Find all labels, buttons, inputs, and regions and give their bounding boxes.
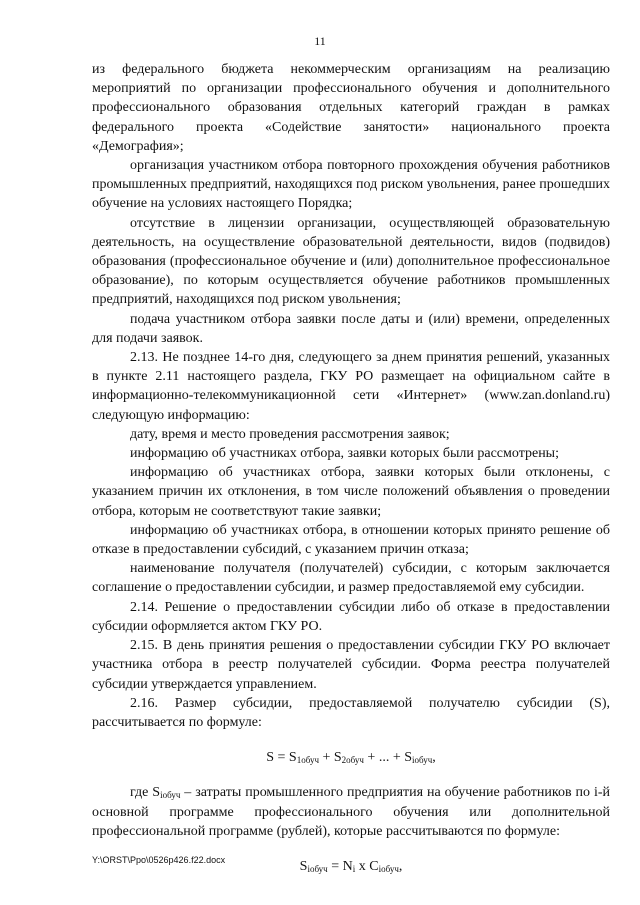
paragraph-late-submission: подача участником отбора заявки после даты и (или) времени, определенных для подачи заявок. (92, 311, 610, 346)
paragraph-continuation: из федерального бюджета некоммерческим организациям на реализацию мероприятий по организации профессионального обучения и дополнительного профессионального образования отдельных категорий граждан в рамках федерального проекта «Содействие занятости» национального проекта «Демография»; (92, 62, 610, 154)
paragraph-review-date: дату, время и место проведения рассмотрения заявок; (130, 426, 450, 442)
paragraph-2-14: 2.14. Решение о предоставлении субсидии либо об отказе в предоставлении субсидии оформляется актом ГКУ РО. (92, 599, 610, 634)
footer-file-path: Y:\ORST\Ppo\0526p426.f22.docx (92, 855, 226, 865)
paragraph-repeat-training: организация участником отбора повторного прохождения обучения работников промышленных предприятий, находящихся под риском увольнения, ранее прошедших обучение на условиях настоящего Порядка; (92, 158, 610, 212)
paragraph-where: где $S_{iобуч}$ – затраты промышленного предприятия на обучение работников по i-й основной программе профессионального обучения или дополнительной профессиональной программе (рублей), которые рассчитываются по формуле: (92, 785, 610, 839)
paragraph-2-15: 2.15. В день принятия решения о предоставлении субсидии ГКУ РО включает участника отбора в реестр получателей субсидии. Форма реестра получателей субсидии утверждается управлением. (92, 638, 610, 692)
paragraph-rejected-participants: информацию об участниках отбора, заявки которых были отклонены, с указанием причин их отклонения, в том числе положений объявления о проведении отбора, которым не соответствуют такие заявки; (92, 465, 610, 519)
document-body (92, 60, 610, 892)
paragraph-license-absence: отсутствие в лицензии организации, осуществляющей образовательную деятельность, на осуществление образовательной деятельности, видов (подвидов) образования (профессиональное обучение и (или) дополнительное профессиональное образование), по которым осуществляется обучение работников промышленных предприятий, находящихся под риском увольнения; (92, 215, 610, 308)
paragraph-reviewed-participants: информацию об участниках отбора, заявки которых были рассмотрены; (130, 446, 559, 462)
formula-subsidy-sum: $S = S_{1обуч} + S_{2обуч}$ + ... + $S_{iобуч}$, (266, 750, 436, 766)
paragraph-2-13: 2.13. Не позднее 14-го дня, следующего за днем принятия решений, указанных в пункте 2.11 настоящего раздела, ГКУ РО размещает на официальном сайте в информационно-телекоммуникационной сети «Интернет» (www.zan.donland.ru) следующую информацию: (92, 350, 610, 423)
paragraph-refused-participants: информацию об участниках отбора, в отношении которых принято решение об отказе в предоставлении субсидий, с указанием причин отказа; (92, 522, 610, 558)
paragraph-recipient-name: наименование получателя (получателей) субсидии, с которым заключается соглашение о предоставлении субсидии, и размер предоставляемой ему субсидии. (92, 561, 610, 596)
paragraph-2-16: 2.16. Размер субсидии, предоставляемой получателю субсидии (S), рассчитывается по формуле: (92, 695, 610, 730)
formula-training-cost: $S_{iобуч} = N_i$ x $C_{iобуч}$, (299, 858, 403, 874)
page-number: 11 (314, 34, 326, 48)
